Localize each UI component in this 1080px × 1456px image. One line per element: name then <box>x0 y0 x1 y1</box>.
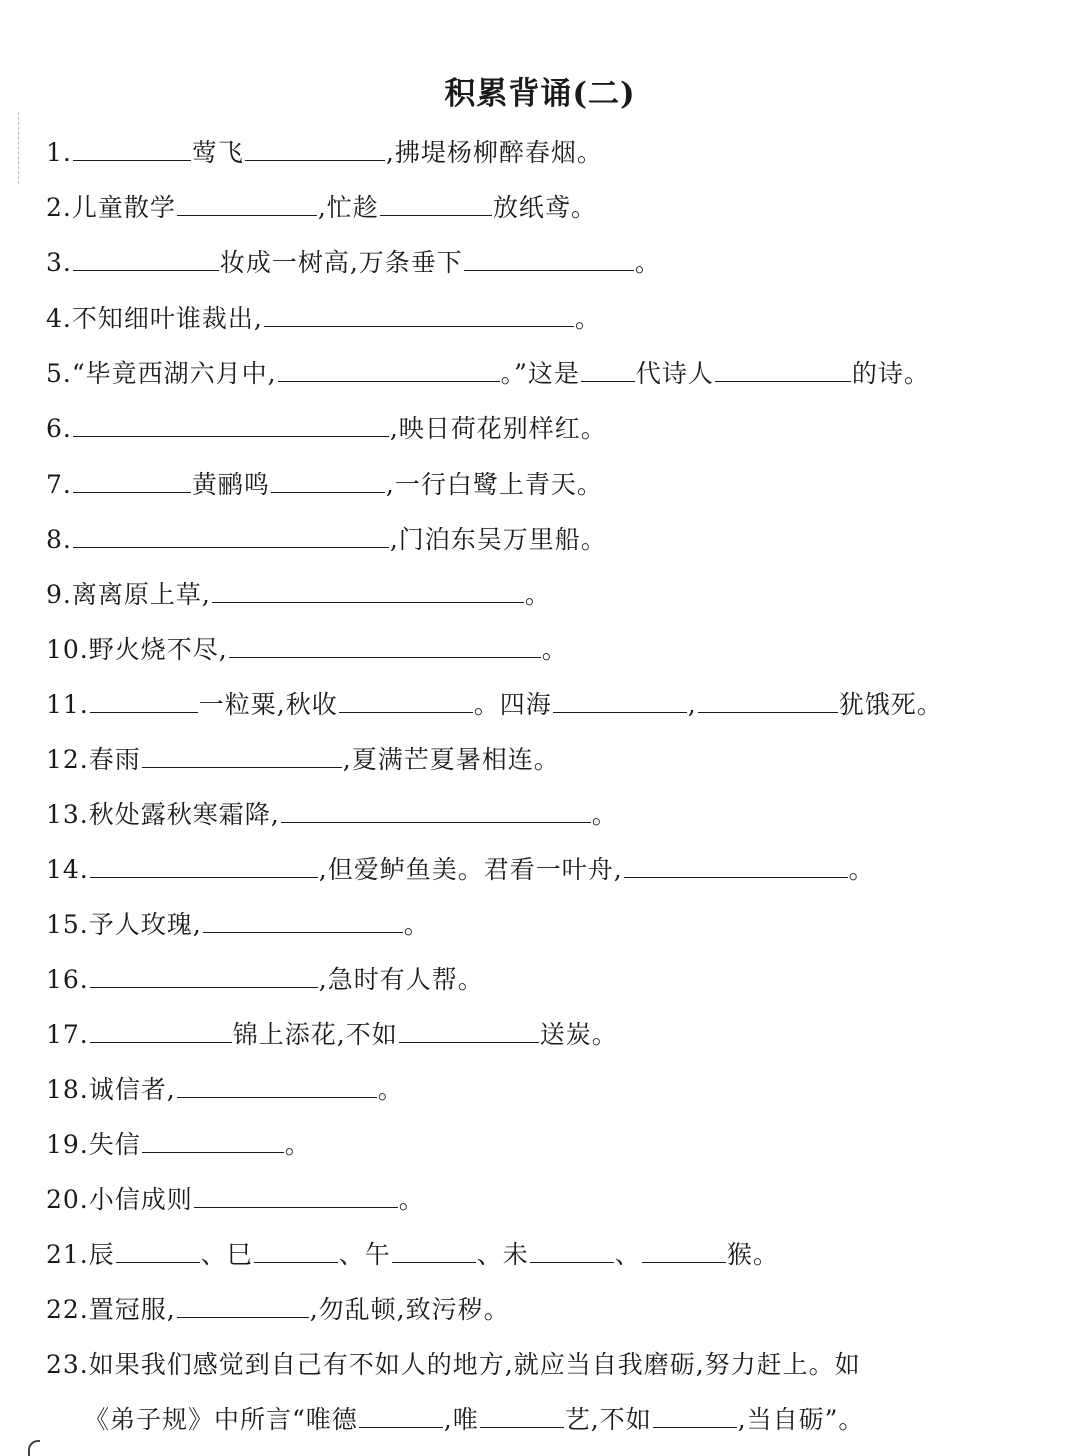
question-item <box>46 246 661 280</box>
question-text: 21.辰 <box>46 1240 115 1269</box>
question-item <box>46 908 430 942</box>
answer-blank[interactable] <box>553 688 687 713</box>
answer-blank[interactable] <box>715 357 851 382</box>
question-item <box>84 1403 864 1437</box>
question-text: 19.失信 <box>46 1130 141 1159</box>
question-text: , <box>687 690 697 719</box>
question-item <box>46 302 601 336</box>
answer-blank[interactable] <box>399 1018 539 1043</box>
question-text: 、未 <box>476 1240 529 1269</box>
question-item <box>46 1128 311 1162</box>
answer-blank[interactable] <box>339 688 473 713</box>
question-text: 17. <box>46 1020 89 1049</box>
answer-blank[interactable] <box>116 1238 200 1263</box>
question-item <box>46 468 603 502</box>
answer-blank[interactable] <box>530 1238 614 1263</box>
question-text: 9.离离原上草, <box>46 580 211 609</box>
question-text: 。 <box>403 910 430 939</box>
question-text: 。 <box>377 1075 404 1104</box>
question-item <box>46 412 607 446</box>
question-text: 莺飞 <box>191 138 244 167</box>
answer-blank[interactable] <box>73 246 219 271</box>
answer-blank[interactable] <box>73 523 389 548</box>
question-text: 16. <box>46 965 89 994</box>
question-text: 、午 <box>338 1240 391 1269</box>
answer-blank[interactable] <box>581 357 635 382</box>
answer-blank[interactable] <box>142 1128 284 1153</box>
answer-blank[interactable] <box>254 1238 338 1263</box>
question-text: ,门泊东吴万里船。 <box>389 525 607 554</box>
answer-blank[interactable] <box>229 633 541 658</box>
question-text: 6. <box>46 414 72 443</box>
question-text: ,急时有人帮。 <box>318 965 484 994</box>
question-text: 2.儿童散学 <box>46 193 176 222</box>
question-text: 放纸鸢。 <box>492 193 597 222</box>
question-text: 18.诚信者, <box>46 1075 176 1104</box>
question-item <box>46 1183 425 1217</box>
question-text: 7. <box>46 470 72 499</box>
question-text: 一粒粟,秋收 <box>198 690 338 719</box>
question-text: 《弟子规》中所言“唯德 <box>84 1405 358 1434</box>
answer-blank[interactable] <box>464 246 634 271</box>
question-text: 23.如果我们感觉到自己有不如人的地方,就应当自我磨砺,努力赶上。如 <box>46 1350 861 1379</box>
question-text: 。 <box>591 800 618 829</box>
answer-blank[interactable] <box>359 1403 443 1428</box>
answer-blank[interactable] <box>281 798 591 823</box>
question-item <box>46 136 603 170</box>
answer-blank[interactable] <box>177 1073 377 1098</box>
question-item <box>46 191 597 225</box>
answer-blank[interactable] <box>653 1403 737 1428</box>
answer-blank[interactable] <box>142 743 342 768</box>
question-text: 黄鹂鸣 <box>191 470 270 499</box>
question-text: 12.春雨 <box>46 745 141 774</box>
answer-blank[interactable] <box>480 1403 564 1428</box>
question-text: 11. <box>46 690 89 719</box>
question-text: 。 <box>634 248 661 277</box>
question-item <box>46 853 875 887</box>
question-text: 代诗人 <box>635 359 714 388</box>
question-text: 22.置冠服, <box>46 1295 176 1324</box>
question-item <box>46 798 618 832</box>
answer-blank[interactable] <box>194 1183 398 1208</box>
answer-blank[interactable] <box>392 1238 476 1263</box>
answer-blank[interactable] <box>212 578 524 603</box>
question-item <box>46 688 943 722</box>
question-text: 。”这是 <box>500 359 580 388</box>
answer-blank[interactable] <box>642 1238 726 1263</box>
question-text: ,映日荷花别样红。 <box>389 414 607 443</box>
question-item <box>46 523 607 557</box>
question-text: 猴。 <box>726 1240 779 1269</box>
question-item <box>46 578 551 612</box>
question-text: ,当自砺”。 <box>737 1405 865 1434</box>
answer-blank[interactable] <box>203 908 403 933</box>
question-text: 锦上添花,不如 <box>232 1020 398 1049</box>
question-text: ,忙趁 <box>317 193 379 222</box>
answer-blank[interactable] <box>90 688 198 713</box>
question-text: 3. <box>46 248 72 277</box>
question-text: 8. <box>46 525 72 554</box>
question-text: 。 <box>574 304 601 333</box>
question-item <box>46 633 568 667</box>
question-text: ,拂堤杨柳醉春烟。 <box>385 138 603 167</box>
answer-blank[interactable] <box>90 1018 232 1043</box>
question-text: 20.小信成则 <box>46 1185 193 1214</box>
question-item <box>46 1293 510 1327</box>
question-text: 。四海 <box>473 690 552 719</box>
question-text: 送炭。 <box>539 1020 618 1049</box>
answer-blank[interactable] <box>278 357 500 382</box>
question-text: 。 <box>398 1185 425 1214</box>
question-text: 、 <box>614 1240 641 1269</box>
question-text: ,勿乱顿,致污秽。 <box>309 1295 510 1324</box>
answer-blank[interactable] <box>90 853 318 878</box>
answer-blank[interactable] <box>177 1293 309 1318</box>
answer-blank[interactable] <box>245 136 385 161</box>
question-text: 14. <box>46 855 89 884</box>
answer-blank[interactable] <box>380 191 492 216</box>
question-text: 妆成一树高,万条垂下 <box>219 248 463 277</box>
question-text: ,但爱鲈鱼美。君看一叶舟, <box>318 855 623 884</box>
question-text: ,夏满芒夏暑相连。 <box>342 745 560 774</box>
answer-blank[interactable] <box>177 191 317 216</box>
answer-blank[interactable] <box>73 468 191 493</box>
question-text: ,唯 <box>443 1405 479 1434</box>
question-text: 10.野火烧不尽, <box>46 635 228 664</box>
answer-blank[interactable] <box>264 302 574 327</box>
question-text: 犹饿死。 <box>838 690 943 719</box>
question-text: 的诗。 <box>851 359 930 388</box>
answer-blank[interactable] <box>271 468 385 493</box>
question-text: 15.予人玫瑰, <box>46 910 202 939</box>
question-text: 。 <box>541 635 568 664</box>
question-item <box>46 963 484 997</box>
answer-blank[interactable] <box>73 412 389 437</box>
margin-marks <box>18 112 21 184</box>
answer-blank[interactable] <box>698 688 838 713</box>
question-text: 1. <box>46 138 72 167</box>
question-text: 。 <box>848 855 875 884</box>
question-item <box>46 1018 618 1052</box>
question-text: 5.“毕竟西湖六月中, <box>46 359 277 388</box>
question-item <box>46 1073 404 1107</box>
question-item <box>46 1238 779 1272</box>
question-item <box>46 357 930 391</box>
question-item <box>46 1348 861 1382</box>
answer-blank[interactable] <box>90 963 318 988</box>
question-text: 。 <box>284 1130 311 1159</box>
question-text: 。 <box>524 580 551 609</box>
worksheet-title: 积累背诵(二) <box>444 76 636 112</box>
answer-blank[interactable] <box>624 853 848 878</box>
question-text: 4.不知细叶谁裁出, <box>46 304 263 333</box>
question-item <box>46 743 560 777</box>
question-text: 13.秋处露秋寒霜降, <box>46 800 280 829</box>
question-text: ,一行白鹭上青天。 <box>385 470 603 499</box>
answer-blank[interactable] <box>73 136 191 161</box>
question-text: 艺,不如 <box>564 1405 652 1434</box>
question-text: 、巳 <box>200 1240 253 1269</box>
